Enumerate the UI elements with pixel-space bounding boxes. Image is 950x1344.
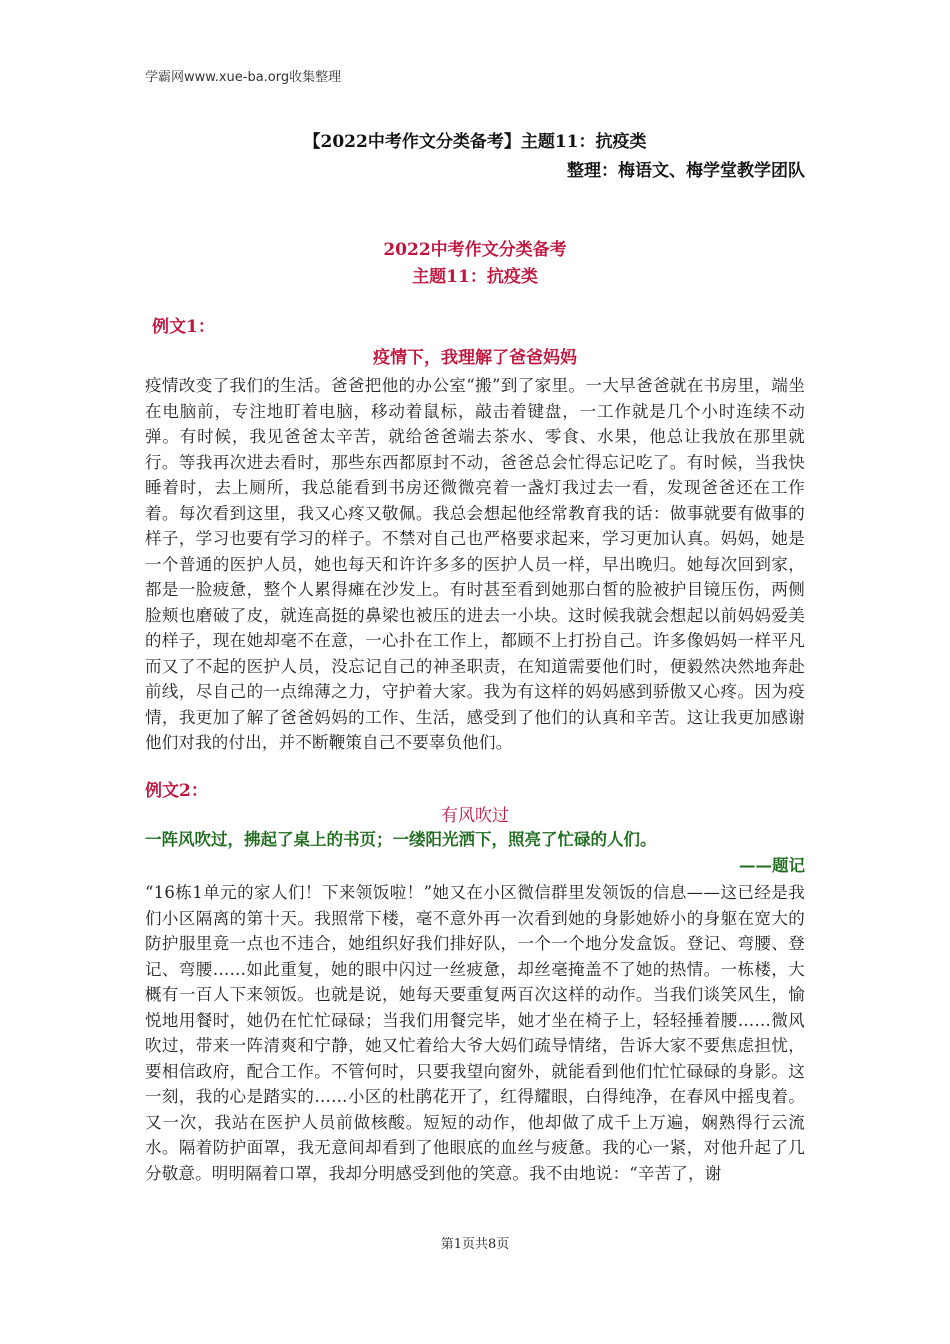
example1-body: 疫情改变了我们的生活。爸爸把他的办公室“搬”到了家里。一大早爸爸就在书房里，端坐在电脑前，专注地盯着电脑，移动着鼠标，敲击着键盘，一工作就是几个小时连续不动弹。有时候，我见爸爸太辛苦，就给爸爸端去茶水、零食、水果，他总让我放在那里就行。等我再次进去看时，那些东西都原封不动，爸爸总会忙得忘记吃了。有时候，当我快睡着时，去上厕所，我总能看到书房还微微亮着一盏灯我过去一看，发现爸爸还在工作着。每次看到这里，我又心疼又敬佩。我总会想起他经常教育我的话：做事就要有做事的样子，学习也要有学习的样子。不禁对自己也严格要求起来，学习更加认真。妈妈，她是一个普通的医护人员，她也每天和许许多多的医护人员一样，早出晚归。她每次回到家，都是一脸疲惫，整个人累得瘫在沙发上。有时甚至看到她那白皙的脸被护目镜压伤，两侧脸颊也磨破了皮，就连高挺的鼻梁也被压的进去一小块。这时候我就会想起以前妈妈爱美的样子，现在她却毫不在意，一心扑在工作上，都顾不上打扮自己。许多像妈妈一样平凡而又了不起的医护人员，没忘记自己的神圣职责，在知道需要他们时，便毅然决然地奔赴前线，尽自己的一点绵薄之力，守护着大家。我为有这样的妈妈感到骄傲又心疼。因为疫情，我更加了解了爸爸妈妈的工作、生活，感受到了他们的认真和辛苦。这让我更加感谢他们对我的付出，并不断鞭策自己不要辜负他们。	[145, 376, 805, 752]
example2-title: 有风吹过	[441, 806, 509, 826]
page-footer: 第1页共8页	[440, 1237, 510, 1252]
example2-epigraph: 一阵风吹过，拂起了桌上的书页；一缕阳光洒下，照亮了忙碌的人们。	[145, 830, 657, 849]
example2-epigraph-sign: ——题记	[739, 856, 805, 875]
example1-title: 疫情下，我理解了爸爸妈妈	[373, 348, 577, 368]
example2-label: 例文2：	[145, 781, 208, 801]
header-source-note: 学霸网www.xue-ba.org收集整理	[145, 70, 342, 85]
section-title-line1: 2022中考作文分类备考	[383, 240, 567, 260]
section-title-line2: 主题11：抗疫类	[412, 267, 538, 287]
document-title: 【2022中考作文分类备考】主题11：抗疫类	[303, 132, 647, 152]
example2-body: “16栋1单元的家人们！下来领饭啦！”她又在小区微信群里发领饭的信息——这已经是我们小区隔离的第十天。我照常下楼，毫不意外再一次看到她的身影她娇小的身躯在宽大的防护服里竟一点也不违合，她组织好我们排好队，一个一个地分发盒饭。登记、弯腰、登记、弯腰……如此重复，她的眼中闪过一丝疲惫，却丝毫掩盖不了她的热情。一栋楼，大概有一百人下来领饭。也就是说，她每天要重复两百次这样的动作。当我们谈笑风生，愉悦地用餐时，她仍在忙忙碌碌；当我们用餐完毕，她才坐在椅子上，轻轻捶着腰……微风吹过，带来一阵清爽和宁静，她又忙着给大爷大妈们疏导情绪，告诉大家不要焦虑担忧，要相信政府，配合工作。不管何时，只要我望向窗外，就能看到他们忙忙碌碌的身影。这一刻，我的心是踏实的……小区的杜鹃花开了，红得耀眼，白得纯净，在春风中摇曳着。又一次，我站在医护人员前做核酸。短短的动作，他却做了成千上万遍，娴熟得行云流水。隔着防护面罩，我无意间却看到了他眼底的血丝与疲惫。我的心一紧，对他升起了几分敬意。明明隔着口罩，我却分明感受到他的笑意。我不由地说：“辛苦了，谢	[145, 883, 805, 1183]
document-credit: 整理：梅语文、梅学堂教学团队	[567, 161, 805, 181]
example1-label: 例文1：	[152, 317, 215, 337]
